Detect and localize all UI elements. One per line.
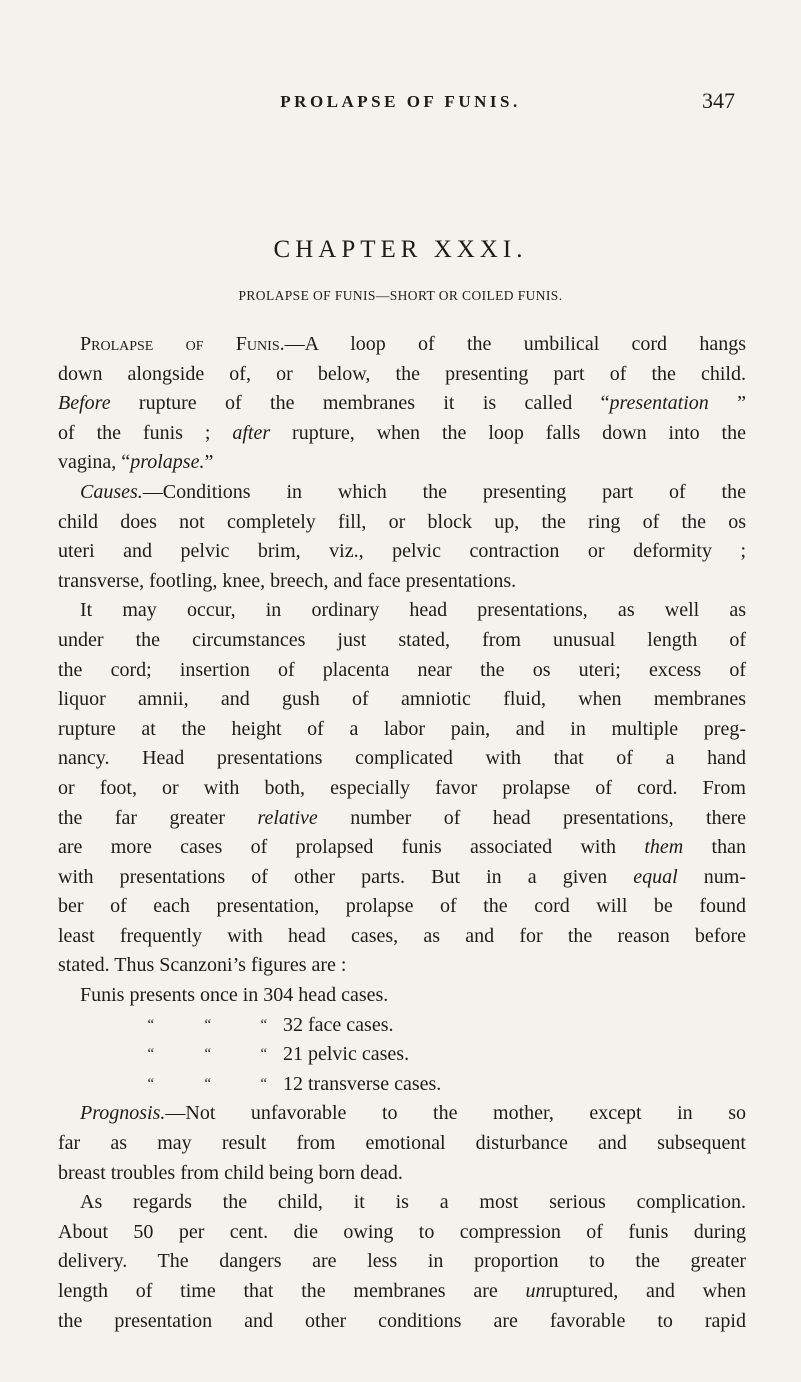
text-line: the presentation and other conditions are favorable to rapid	[58, 1309, 746, 1332]
text-span: equal	[633, 865, 678, 888]
text-line	[58, 1099, 746, 1129]
page-number: 347	[702, 88, 735, 113]
text-span: presentation	[609, 392, 709, 415]
ditto-mark: “	[259, 1075, 268, 1092]
text-line	[58, 1277, 746, 1307]
running-title: PROLAPSE OF FUNIS.	[280, 92, 521, 111]
ditto-mark: “	[259, 1046, 268, 1063]
text-span: ”	[708, 392, 746, 415]
text-span: num-	[677, 865, 747, 888]
paragraph-lead: Prolapse of Funis.	[80, 333, 285, 355]
stat-row	[58, 1070, 746, 1100]
text-line: nancy. Head presentations complicated with that of a hand	[58, 747, 746, 770]
text-line: child does not completely fill, or block up, the ring of the os	[58, 510, 746, 533]
text-line: delivery. The dangers are less in proportion to the greater	[58, 1250, 746, 1273]
ditto-mark: “	[259, 1016, 268, 1033]
text-span: vagina, “	[58, 451, 131, 474]
text-line: rupture at the height of a labor pain, and in multiple preg-	[58, 717, 746, 740]
stat-text: Funis presents once in 304 head cases.	[80, 984, 389, 1007]
text-line: down alongside of, or below, the presenting part of the child.	[58, 362, 746, 385]
text-line: As regards the child, it is a most serious complication.	[80, 1191, 746, 1214]
chapter-heading: CHAPTER XXXI.	[273, 236, 528, 263]
ditto-mark: “	[146, 1016, 155, 1033]
text-span: rupture, when the loop falls down into the	[270, 421, 746, 444]
stat-text: 32 face cases.	[283, 1013, 394, 1036]
stat-row	[58, 1011, 746, 1041]
text-line	[58, 478, 746, 508]
stat-row	[58, 981, 746, 1011]
text-span: are more cases of prolapsed funis associated with	[58, 836, 645, 859]
running-head	[0, 88, 801, 118]
text-line: About 50 per cent. die owing to compression of funis during	[58, 1220, 746, 1243]
text-span: un	[525, 1280, 546, 1302]
text-line: uteri and pelvic brim, viz., pelvic contraction or deformity ;	[58, 540, 746, 563]
text-span: Before	[58, 392, 111, 415]
text-span: of the funis ;	[58, 421, 233, 444]
text-line: ber of each presentation, prolapse of the cord will be found	[58, 895, 746, 918]
text-span: after	[232, 421, 271, 444]
text-line	[58, 389, 746, 419]
text-span: —Conditions in which the presenting part of the	[142, 480, 746, 503]
text-line: far as may result from emotional disturbance and subsequent	[58, 1132, 746, 1155]
text-line: It may occur, in ordinary head presentations, as well as	[80, 599, 746, 622]
text-span: rupture of the membranes it is called “	[110, 392, 610, 415]
ditto-mark: “	[203, 1016, 212, 1033]
text-span: than	[683, 836, 746, 859]
text-line: under the circumstances just stated, from unusual length of	[58, 628, 746, 651]
text-line: the cord; insertion of placenta near the os uteri; excess of	[58, 658, 746, 681]
text-line: breast troubles from child being born dead.	[58, 1161, 403, 1184]
body-text	[58, 330, 746, 1336]
text-line	[58, 833, 746, 863]
text-span: prolapse.	[130, 451, 205, 474]
ditto-mark: “	[203, 1075, 212, 1092]
paragraph-lead: Prognosis.	[80, 1102, 166, 1125]
text-span: —Not unfavorable to the mother, except in so	[165, 1102, 746, 1125]
paragraph-lead: Causes.	[80, 480, 143, 503]
text-line: stated. Thus Scanzoni’s figures are :	[58, 954, 347, 977]
text-span: number of head presentations, there	[317, 806, 746, 829]
text-line	[58, 863, 746, 893]
text-span: ruptured, and when	[545, 1280, 746, 1302]
text-span: them	[644, 836, 684, 859]
text-line: transverse, footling, knee, breech, and face presentations.	[58, 569, 517, 592]
text-span: ”	[204, 451, 214, 474]
text-line	[58, 330, 746, 360]
ditto-mark: “	[203, 1046, 212, 1063]
text-line: liquor amnii, and gush of amniotic fluid, when membranes	[58, 688, 746, 711]
text-span: —A loop of the umbilical cord hangs	[284, 333, 746, 355]
text-line	[58, 804, 746, 834]
text-line	[58, 419, 746, 449]
text-span: length of time that the membranes are	[58, 1280, 526, 1302]
stat-text: 21 pelvic cases.	[283, 1043, 410, 1066]
text-line	[58, 448, 746, 478]
ditto-mark: “	[146, 1046, 155, 1063]
ditto-mark: “	[146, 1075, 155, 1092]
text-span: relative	[257, 806, 318, 829]
chapter-subtitle: PROLAPSE OF FUNIS—SHORT OR COILED FUNIS.	[238, 288, 563, 303]
stat-text: 12 transverse cases.	[283, 1072, 442, 1095]
text-line: or foot, or with both, especially favor prolapse of cord. From	[58, 776, 746, 799]
stat-row	[58, 1040, 746, 1070]
text-span: with presentations of other parts. But in a given	[58, 865, 634, 888]
text-span: the far greater	[58, 806, 258, 829]
text-line: least frequently with head cases, as and for the reason before	[58, 924, 746, 947]
